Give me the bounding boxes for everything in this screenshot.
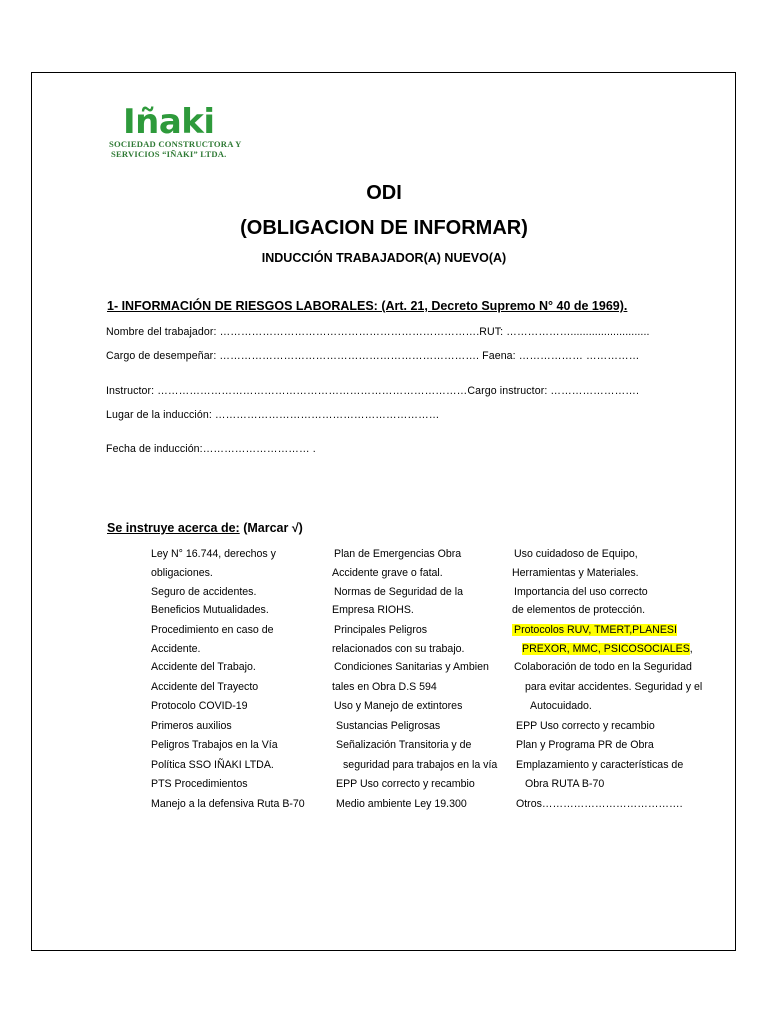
item-protocolos-line1: Protocolos RUV, TMERT,PLANESI <box>514 624 677 636</box>
item-condiciones-sanitarias-line1: Condiciones Sanitarias y Ambien <box>334 661 489 673</box>
checkbox-protocolos[interactable] <box>512 624 677 637</box>
item-condiciones-sanitarias-line2: tales en Obra D.S 594 <box>332 681 437 693</box>
item-plan-emergencias-line1: Plan de Emergencias Obra <box>334 548 462 560</box>
field-lugar[interactable]: Lugar de la inducción: ……………………………………………………… <box>106 409 440 421</box>
checkbox-extintores[interactable] <box>332 700 462 713</box>
instruct-mark-hint: (Marcar √) <box>239 521 303 535</box>
item-senalizacion-line1: Señalización Transitoria y de <box>336 739 472 751</box>
item-uso-equipo-line1: Uso cuidadoso de Equipo, <box>514 548 638 560</box>
item-senalizacion-line2: seguridad para trabajos en la vía <box>343 759 498 771</box>
item-extintores: Uso y Manejo de extintores <box>334 700 463 712</box>
checkbox-senalizacion[interactable] <box>334 739 471 752</box>
item-peligros-via: Peligros Trabajos en la Vía <box>151 739 278 751</box>
checkbox-epp-col3[interactable] <box>514 720 655 733</box>
field-cargo-faena[interactable]: Cargo de desempeñar: ………………………………………………………………. Faena: ……………… …………… <box>106 350 640 362</box>
item-protocolos-line2 <box>522 643 693 656</box>
checkbox-peligros-via[interactable] <box>129 739 131 752</box>
item-seguro-line1: Seguro de accidentes. <box>151 586 257 598</box>
checkbox-primeros-auxilios[interactable] <box>129 720 131 733</box>
induction-heading: INDUCCIÓN TRABAJADOR(A) NUEVO(A) <box>261 251 507 265</box>
checkbox-epp-col2[interactable] <box>334 778 475 791</box>
item-principales-peligros-line2: relacionados con su trabajo. <box>332 643 465 655</box>
checkbox-manejo-defensiva[interactable] <box>129 798 131 811</box>
item-manejo-defensiva: Manejo a la defensiva Ruta B-70 <box>151 798 305 810</box>
item-covid: Protocolo COVID-19 <box>151 700 248 712</box>
item-plan-programa-pr: Plan y Programa PR de Obra <box>516 739 654 751</box>
item-otros[interactable]: Otros…………………………………. <box>516 798 683 810</box>
protocolos-highlight <box>512 624 677 636</box>
item-seguro-line2: Beneficios Mutualidades. <box>151 604 269 616</box>
checkbox-colaboracion[interactable] <box>512 661 692 674</box>
item-normas-seguridad-line1: Normas de Seguridad de la <box>334 586 463 598</box>
checkbox-accidente-trabajo[interactable] <box>129 661 131 674</box>
protocolos-highlight-2: PREXOR, MMC, PSICOSOCIALES <box>522 643 690 655</box>
item-medio-ambiente: Medio ambiente Ley 19.300 <box>336 798 467 810</box>
item-protocolos-comma: , <box>689 643 693 655</box>
item-sustancias-peligrosas: Sustancias Peligrosas <box>336 720 441 732</box>
item-epp-col2: EPP Uso correcto y recambio <box>336 778 475 790</box>
item-procedimiento-line1: Procedimiento en caso de <box>151 624 274 636</box>
item-ley-16744-line1: Ley N° 16.744, derechos y <box>151 548 276 560</box>
item-colaboracion-line1: Colaboración de todo en la Seguridad <box>514 661 692 673</box>
checkbox-emplazamiento[interactable] <box>514 759 683 772</box>
company-logo <box>109 104 249 159</box>
field-nombre-rut[interactable]: Nombre del trabajador: ……………………………………………………………….RUT: ……………….......................... <box>106 326 650 338</box>
checkbox-sustancias-peligrosas[interactable] <box>334 720 440 733</box>
item-importancia-uso-line1: Importancia del uso correcto <box>514 586 648 598</box>
checkbox-plan-programa-pr[interactable] <box>514 739 654 752</box>
checkbox-normas-seguridad[interactable] <box>332 586 463 599</box>
checkbox-principales-peligros[interactable] <box>332 624 427 637</box>
checkbox-medio-ambiente[interactable] <box>334 798 467 811</box>
checkbox-uso-equipo[interactable] <box>512 548 638 561</box>
checkbox-pts[interactable] <box>129 778 131 791</box>
item-uso-equipo-line2: Herramientas y Materiales. <box>512 567 639 579</box>
item-pts: PTS Procedimientos <box>151 778 248 790</box>
checkbox-politica-sso[interactable] <box>129 759 131 772</box>
item-colaboracion-line2: para evitar accidentes. Seguridad y el <box>525 681 703 693</box>
item-colaboracion-line3: Autocuidado. <box>530 700 592 712</box>
item-accidente-trabajo: Accidente del Trabajo. <box>151 661 256 673</box>
checkbox-seguro[interactable] <box>129 586 131 599</box>
item-plan-emergencias-line2: Accidente grave o fatal. <box>332 567 443 579</box>
logo-line-2: SERVICIOS “IÑAKI” LTDA. <box>111 148 227 159</box>
checkbox-procedimiento[interactable] <box>129 624 131 637</box>
section-1-heading: 1- INFORMACIÓN DE RIESGOS LABORALES: (Art. 21, Decreto Supremo N° 40 de 1969). <box>107 299 628 313</box>
field-instructor[interactable]: Instructor: ……………………………………………………………………………Cargo instructor: ……………………. <box>106 385 640 397</box>
checkbox-covid[interactable] <box>129 700 131 713</box>
item-principales-peligros-line1: Principales Peligros <box>334 624 428 636</box>
doc-title: ODI <box>366 182 402 204</box>
instruct-label: Se instruye acerca de: <box>107 521 240 535</box>
instruct-heading <box>107 521 303 535</box>
item-accidente-trayecto: Accidente del Trayecto <box>151 681 259 693</box>
logo-subtitle <box>109 140 249 159</box>
checkbox-otros[interactable] <box>514 798 683 811</box>
checkbox-importancia-uso[interactable] <box>512 586 648 599</box>
item-emplazamiento-line2: Obra RUTA B-70 <box>525 778 605 790</box>
checkbox-accidente-trayecto[interactable] <box>129 681 131 694</box>
logo-line-1: SOCIEDAD CONSTRUCTORA Y <box>109 139 242 149</box>
item-primeros-auxilios: Primeros auxilios <box>151 720 232 732</box>
logo-mark: Iñaki <box>123 102 215 142</box>
checkbox-ley-16744[interactable] <box>129 548 131 561</box>
item-politica-sso: Política SSO IÑAKI LTDA. <box>151 759 274 771</box>
item-epp-col3: EPP Uso correcto y recambio <box>516 720 655 732</box>
item-normas-seguridad-line2: Empresa RIOHS. <box>332 604 414 616</box>
item-importancia-uso-line2: de elementos de protección. <box>512 604 646 616</box>
item-emplazamiento-line1: Emplazamiento y características de <box>516 759 684 771</box>
item-procedimiento-line2: Accidente. <box>151 643 201 655</box>
doc-subtitle: (OBLIGACION DE INFORMAR) <box>240 217 528 239</box>
checkbox-condiciones-sanitarias[interactable] <box>332 661 489 674</box>
field-fecha[interactable]: Fecha de inducción:………………………… . <box>106 443 316 455</box>
checkbox-plan-emergencias[interactable] <box>332 548 461 561</box>
item-ley-16744-line2: obligaciones. <box>151 567 213 579</box>
